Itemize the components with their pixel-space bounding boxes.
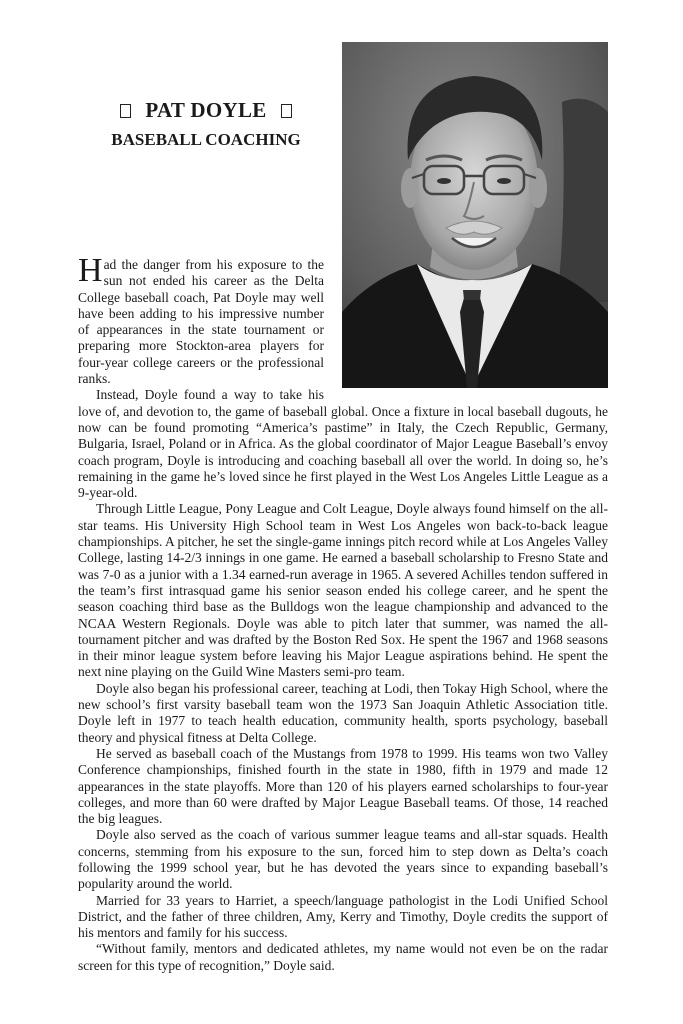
box-ornament-right [281,104,292,118]
paragraph-3: Through Little League, Pony League and Colt League, Doyle always found himself on the all-star teams. His University High School team in West Los Angeles won back-to-back league championships. A pitcher, he set the single-game innings pitch record while at Los Angeles Valley College, lasting 14-2/3 innings in one game. He earned a baseball scholarship to Fresno State and was 7-0 as a junior with a 1.34 earned-run average in 1965. A severed Achilles tendon suffered in the team’s first intrasquad game his senior season ended his college career, and he spent the season coaching third base as the Bulldogs won the league championship and advanced to the NCAA Western Regionals. Doyle was able to pitch later that summer, was named the all-tournament pitcher and was drafted by the Boston Red Sox. He spent the 1967 and 1968 seasons in their minor league system before leaving his Major League aspirations behind. He spent the next nine playing on the Guild Wine Masters semi-pro team. [78,501,608,680]
paragraph-1-text: ad the danger from his exposure to the sun not ended his career as the Delta College baseball coach, Pat Doyle may well have been adding to his impressive number of appearances in the state tournament or preparing more Stockton-area players for four-year college careers or the professional ranks. [78,257,324,387]
page-title: PAT DOYLE [145,98,267,122]
title-line [78,98,334,122]
paragraph-5: He served as baseball coach of the Mustangs from 1978 to 1999. His teams won two Valley Conference championships, finished fourth in the state in 1980, fifth in 1979 and made 12 appearances in the state playoffs. More than 120 of his players earned scholarships to four-year colleges, and more than 60 were drafted by Major League Baseball teams. Of those, 14 reached the big leagues. [78,745,608,827]
paragraph-8: “Without family, mentors and dedicated athletes, my name would not even be on the radar screen for this type of recognition,” Doyle said. [78,941,608,973]
page-subtitle: BASEBALL COACHING [111,130,301,149]
photo-wrap-spacer [324,257,608,391]
paragraph-7: Married for 33 years to Harriet, a speech/language pathologist in the Lodi Unified School District, and the father of three children, Amy, Kerry and Timothy, Doyle credits the support of his mentors and family for his success. [78,892,608,941]
article-body [78,252,608,974]
drop-cap: H [78,252,103,289]
paragraph-6: Doyle also served as the coach of various summer league teams and all-star squads. Health concerns, stemming from his exposure to the sun, forced him to step down as Delta’s coach following the 1999 school year, but he has devoted the years since to expanding baseball’s popularity around the world. [78,827,608,892]
header [78,98,334,150]
paragraph-2: Instead, Doyle found a way to take his love of, and devotion to, the game of baseball global. Once a fixture in local baseball dugouts, he now can be found promoting “America’s pastime” in Italy, the Czech Republic, Germany, Bulgaria, Israel, Poland or in Africa. As the global coordinator of Major League Baseball’s envoy coach program, Doyle is introducing and coaching baseball all over the world. In doing so, he’s remaining in the game he’s loved since he first played in the West Los Angeles Little League as a 9-year-old. [78,387,608,501]
paragraph-4: Doyle also began his professional career, teaching at Lodi, then Tokay High School, where the new school’s first varsity baseball team won the 1973 San Joaquin Athletic Association title. Doyle left in 1977 to teach health education, community health, sports psychology, baseball theory and physical fitness at Delta College. [78,680,608,745]
box-ornament-left [120,104,131,118]
